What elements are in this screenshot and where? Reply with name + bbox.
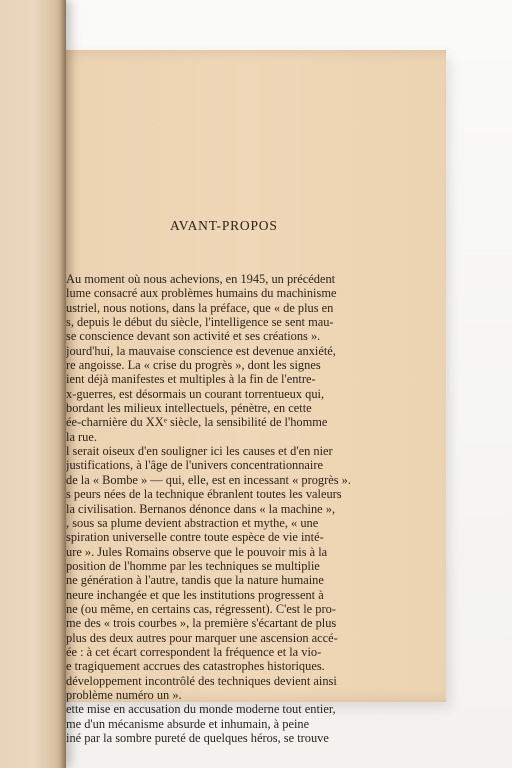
text-line: développement incontrôlé des techniques devient ainsi [66, 673, 337, 688]
body-text [66, 272, 446, 745]
text-line: spiration universelle contre toute espèce de vie inté- [66, 530, 324, 545]
text-line: lume consacré aux problèmes humains du machinisme [66, 286, 337, 301]
text-line: me des « trois courbes », la première s'écartant de plus [66, 616, 337, 631]
text-line: l serait oiseux d'en souligner ici les causes et d'en nier [66, 444, 333, 459]
text-line: ure ». Jules Romains observe que le pouvoir mis à la [66, 544, 328, 559]
text-line: position de l'homme par les techniques se multiplie [66, 558, 320, 573]
text-line: ustriel, nous notions, dans la préface, que « de plus en [66, 300, 334, 315]
text-line: me d'un mécanisme absurde et inhumain, à peine [66, 716, 310, 731]
text-line: s peurs nées de la technique ébranlent toutes les valeurs [66, 487, 342, 502]
page-gutter-shadow [60, 0, 66, 768]
text-line: ée : à cet écart correspondent la fréquence et la vio- [66, 644, 322, 659]
text-line: e tragiquement accrues des catastrophes historiques. [66, 659, 325, 674]
text-line: s, depuis le début du siècle, l'intelligence se sent mau- [66, 315, 334, 330]
text-line: ne génération à l'autre, tandis que la nature humaine [66, 573, 324, 588]
text-line: ne (ou même, en certains cas, régressent). C'est le pro- [66, 601, 336, 616]
text-line: re angoisse. La « crise du progrès », dont les signes [66, 358, 321, 373]
text-line: plus des deux autres pour marquer une ascension accé- [66, 630, 338, 645]
book-page [52, 50, 446, 745]
text-line: bordant les milieux intellectuels, pénètre, en cette [66, 401, 312, 416]
text-line: ée-charnière du XXᵉ siècle, la sensibilité de l'homme [66, 415, 328, 430]
text-line: justifications, à l'âge de l'univers concentrationnaire [66, 458, 324, 473]
left-page-edge [0, 0, 66, 768]
text-line: la rue. [66, 429, 97, 444]
text-line: , sous sa plume devient abstraction et mythe, « une [66, 515, 319, 530]
text-line: la civilisation. Bernanos dénonce dans « la machine », [66, 501, 336, 516]
text-line: jourd'hui, la mauvaise conscience est devenue anxiété, [66, 343, 336, 358]
text-line: ette mise en accusation du monde moderne tout entier, [66, 702, 336, 717]
text-line: neure inchangée et que les institutions progressent à [66, 587, 324, 602]
text-line: problème numéro un ». [66, 687, 182, 702]
text-line: de la « Bombe » — qui, elle, est en incessant « progrès ». [66, 472, 351, 487]
text-line: iné par la sombre pureté de quelques héros, se trouve [66, 731, 329, 745]
text-line: Au moment où nous achevions, en 1945, un précédent [66, 272, 336, 286]
text-line: se conscience devant son activité et ses créations ». [66, 329, 321, 344]
text-line: x-guerres, est désormais un courant torrentueux qui, [66, 386, 325, 401]
text-line: ient déjà manifestes et multiples à la fin de l'entre- [66, 372, 316, 387]
page-heading: AVANT-PROPOS [170, 218, 278, 233]
